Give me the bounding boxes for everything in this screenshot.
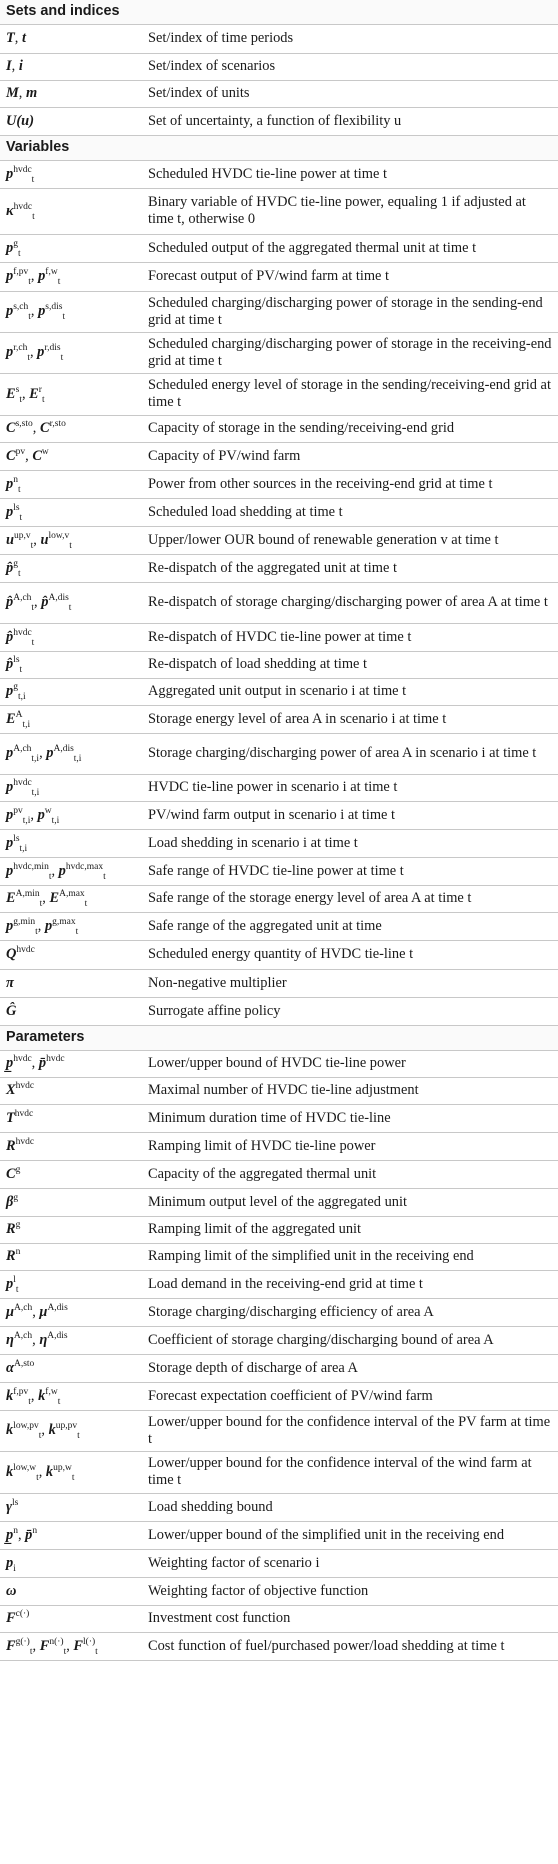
symbol-cell: $p^{g,min}_t$, $p^{g,max}_t$ <box>0 912 142 940</box>
description-cell: Load shedding in scenario i at time t <box>142 829 558 857</box>
symbol-cell: $F^{g(\cdot)}_t$, $F^{n(\cdot)}_t$, $F^{l(\cdot)}_t$ <box>0 1632 142 1660</box>
table-row <box>0 912 558 940</box>
description-cell: Re-dispatch of the aggregated unit at time t <box>142 554 558 582</box>
symbol-cell: $\beta^g$ <box>0 1188 142 1216</box>
symbol-cell: $p^{s,ch}_t$, $p^{s,dis}_t$ <box>0 291 142 332</box>
table-row <box>0 774 558 801</box>
description-cell: Lower/upper bound for the confidence interval of the PV farm at time t <box>142 1410 558 1451</box>
description-cell: Power from other sources in the receiving-end grid at time t <box>142 470 558 498</box>
section-header <box>0 135 558 160</box>
table-row <box>0 940 558 969</box>
description-cell: Maximal number of HVDC tie-line adjustment <box>142 1077 558 1104</box>
table-row <box>0 885 558 912</box>
description-cell: Re-dispatch of HVDC tie-line power at time t <box>142 623 558 651</box>
description-cell: PV/wind farm output in scenario i at time t <box>142 801 558 829</box>
description-cell: Scheduled load shedding at time t <box>142 498 558 526</box>
symbol-cell: $\eta^{A,ch}$, $\eta^{A,dis}$ <box>0 1326 142 1354</box>
table-row <box>0 1451 558 1493</box>
symbol-cell: U(u) <box>0 107 142 135</box>
symbol-cell: p̂$^{hvdc}_t$ <box>0 623 142 651</box>
description-cell: Lower/upper bound of the simplified unit in the receiving end <box>142 1521 558 1549</box>
table-row <box>0 801 558 829</box>
table-row <box>0 1632 558 1660</box>
symbol-cell: $k^{low,pv}_t$, $k^{up,pv}_t$ <box>0 1410 142 1451</box>
table-row <box>0 623 558 651</box>
table-row <box>0 332 558 373</box>
table-row <box>0 188 558 234</box>
symbol-cell: $p^{A,ch}_{t,i}$, $p^{A,dis}_{t,i}$ <box>0 733 142 774</box>
symbol-cell: p̂$^{A,ch}_t$, p̂$^{A,dis}_t$ <box>0 582 142 623</box>
description-cell: Weighting factor of scenario i <box>142 1549 558 1577</box>
symbol-cell: p̂$^{ls}_t$ <box>0 651 142 678</box>
symbol-cell: $p^{ls}_t$ <box>0 498 142 526</box>
description-cell: Forecast expectation coefficient of PV/wind farm <box>142 1382 558 1410</box>
table-row <box>0 1354 558 1382</box>
description-cell: Storage energy level of area A in scenario i at time t <box>142 705 558 733</box>
table-row <box>0 969 558 997</box>
table-row <box>0 857 558 885</box>
table-row <box>0 498 558 526</box>
symbol-cell: $X^{hvdc}$ <box>0 1077 142 1104</box>
description-cell: Capacity of the aggregated thermal unit <box>142 1160 558 1188</box>
symbol-cell: $R^n$ <box>0 1243 142 1270</box>
symbol-cell: p̲$^n$, p̄$^n$ <box>0 1521 142 1549</box>
symbol-cell: $p^{ls}_{t,i}$ <box>0 829 142 857</box>
symbol-cell: $p^g_{t,i}$ <box>0 678 142 705</box>
description-cell: Safe range of HVDC tie-line power at time t <box>142 857 558 885</box>
table-row <box>0 705 558 733</box>
symbol-cell: $p^{f,pv}_t$, $p^{f,w}_t$ <box>0 262 142 291</box>
description-cell: Coefficient of storage charging/discharging bound of area A <box>142 1326 558 1354</box>
table-row <box>0 470 558 498</box>
description-cell: Load shedding bound <box>142 1493 558 1521</box>
table-row <box>0 1077 558 1104</box>
table-row <box>0 160 558 188</box>
symbol-cell: ω <box>0 1577 142 1605</box>
table-row <box>0 678 558 705</box>
description-cell: Scheduled charging/discharging power of storage in the sending-end grid at time t <box>142 291 558 332</box>
description-cell: Safe range of the storage energy level of area A at time t <box>142 885 558 912</box>
description-cell: Scheduled energy quantity of HVDC tie-line t <box>142 940 558 969</box>
description-cell: Investment cost function <box>142 1605 558 1632</box>
table-row <box>0 1216 558 1243</box>
table-row <box>0 53 558 80</box>
description-cell: Set/index of time periods <box>142 24 558 53</box>
description-cell: Surrogate affine policy <box>142 997 558 1025</box>
table-row <box>0 1577 558 1605</box>
section-header <box>0 1025 558 1050</box>
symbol-cell: $\gamma^{ls}$ <box>0 1493 142 1521</box>
description-cell: Ramping limit of HVDC tie-line power <box>142 1132 558 1160</box>
symbol-cell: $T^{hvdc}$ <box>0 1104 142 1132</box>
description-cell: Ramping limit of the aggregated unit <box>142 1216 558 1243</box>
symbol-cell: $p^g_t$ <box>0 234 142 262</box>
section-title: Sets and indices <box>0 0 558 24</box>
symbol-cell: π <box>0 969 142 997</box>
table-row <box>0 1521 558 1549</box>
symbol-cell: $\kappa^{hvdc}_t$ <box>0 188 142 234</box>
symbol-cell: $p^{r,ch}_t$, $p^{r,dis}_t$ <box>0 332 142 373</box>
section-title: Parameters <box>0 1025 558 1050</box>
table-row <box>0 1493 558 1521</box>
table-row <box>0 107 558 135</box>
symbol-cell: $p_i$ <box>0 1549 142 1577</box>
table-row <box>0 1298 558 1326</box>
symbol-cell: p̂$^g_t$ <box>0 554 142 582</box>
table-row <box>0 582 558 623</box>
symbol-cell: I, i <box>0 53 142 80</box>
table-row <box>0 1104 558 1132</box>
symbol-cell: Ĝ <box>0 997 142 1025</box>
symbol-cell: $C^{pv}$, $C^w$ <box>0 442 142 470</box>
symbol-cell: $p^{hvdc,min}_t$, $p^{hvdc,max}_t$ <box>0 857 142 885</box>
symbol-cell: $k^{low,w}_t$, $k^{up,w}_t$ <box>0 1451 142 1493</box>
symbol-cell: $E^A_{t,i}$ <box>0 705 142 733</box>
description-cell: Ramping limit of the simplified unit in the receiving end <box>142 1243 558 1270</box>
description-cell: Cost function of fuel/purchased power/load shedding at time t <box>142 1632 558 1660</box>
symbol-cell: $R^g$ <box>0 1216 142 1243</box>
table-row <box>0 1188 558 1216</box>
description-cell: Lower/upper bound for the confidence interval of the wind farm at time t <box>142 1451 558 1493</box>
table-row <box>0 234 558 262</box>
description-cell: Weighting factor of objective function <box>142 1577 558 1605</box>
description-cell: Storage charging/discharging power of area A in scenario i at time t <box>142 733 558 774</box>
symbol-cell: T, t <box>0 24 142 53</box>
symbol-cell: $p^l_t$ <box>0 1270 142 1298</box>
description-cell: Load demand in the receiving-end grid at time t <box>142 1270 558 1298</box>
description-cell: Scheduled HVDC tie-line power at time t <box>142 160 558 188</box>
description-cell: HVDC tie-line power in scenario i at time t <box>142 774 558 801</box>
description-cell: Aggregated unit output in scenario i at time t <box>142 678 558 705</box>
table-row <box>0 733 558 774</box>
table-row <box>0 554 558 582</box>
description-cell: Minimum output level of the aggregated unit <box>142 1188 558 1216</box>
table-row <box>0 24 558 53</box>
description-cell: Scheduled output of the aggregated thermal unit at time t <box>142 234 558 262</box>
table-row <box>0 829 558 857</box>
symbol-cell: $C^{s,sto}$, $C^{r,sto}$ <box>0 415 142 442</box>
table-row <box>0 1605 558 1632</box>
symbol-cell: $F^{c(\cdot)}$ <box>0 1605 142 1632</box>
description-cell: Capacity of PV/wind farm <box>142 442 558 470</box>
symbol-cell: $p^{pv}_{t,i}$, $p^w_{t,i}$ <box>0 801 142 829</box>
symbol-cell: $p^{hvdc}_t$ <box>0 160 142 188</box>
symbol-cell: $p^{hvdc}_{t,i}$ <box>0 774 142 801</box>
description-cell: Minimum duration time of HVDC tie-line <box>142 1104 558 1132</box>
section-header <box>0 0 558 24</box>
symbol-cell: $\alpha^{A,sto}$ <box>0 1354 142 1382</box>
table-row <box>0 1410 558 1451</box>
table-row <box>0 1132 558 1160</box>
section-title: Variables <box>0 135 558 160</box>
description-cell: Set/index of units <box>142 80 558 107</box>
table-row <box>0 1160 558 1188</box>
table-row <box>0 442 558 470</box>
table-row <box>0 1382 558 1410</box>
symbol-cell: $\mu^{A,ch}$, $\mu^{A,dis}$ <box>0 1298 142 1326</box>
description-cell: Set/index of scenarios <box>142 53 558 80</box>
table-row <box>0 1326 558 1354</box>
symbol-cell: $R^{hvdc}$ <box>0 1132 142 1160</box>
symbol-cell: $C^g$ <box>0 1160 142 1188</box>
table-row <box>0 415 558 442</box>
table-row <box>0 262 558 291</box>
table-row <box>0 373 558 415</box>
description-cell: Forecast output of PV/wind farm at time t <box>142 262 558 291</box>
symbol-cell: $Q^{hvdc}$ <box>0 940 142 969</box>
description-cell: Binary variable of HVDC tie-line power, equaling 1 if adjusted at time t, otherwise 0 <box>142 188 558 234</box>
description-cell: Lower/upper bound of HVDC tie-line power <box>142 1050 558 1077</box>
table-row <box>0 80 558 107</box>
description-cell: Capacity of storage in the sending/receiving-end grid <box>142 415 558 442</box>
description-cell: Scheduled energy level of storage in the sending/receiving-end grid at time t <box>142 373 558 415</box>
description-cell: Upper/lower OUR bound of renewable generation v at time t <box>142 526 558 554</box>
table-row <box>0 997 558 1025</box>
table-row <box>0 1549 558 1577</box>
table-row <box>0 1270 558 1298</box>
description-cell: Storage charging/discharging efficiency of area A <box>142 1298 558 1326</box>
description-cell: Storage depth of discharge of area A <box>142 1354 558 1382</box>
description-cell: Re-dispatch of storage charging/discharging power of area A at time t <box>142 582 558 623</box>
symbol-cell: M, m <box>0 80 142 107</box>
table-row <box>0 1050 558 1077</box>
symbol-cell: $p^n_t$ <box>0 470 142 498</box>
symbol-cell: p̲$^{hvdc}$, p̄$^{hvdc}$ <box>0 1050 142 1077</box>
symbol-cell: $E^s_t$, $E^r_t$ <box>0 373 142 415</box>
symbol-cell: $k^{f,pv}_t$, $k^{f,w}_t$ <box>0 1382 142 1410</box>
table-row <box>0 526 558 554</box>
description-cell: Safe range of the aggregated unit at time <box>142 912 558 940</box>
description-cell: Set of uncertainty, a function of flexibility u <box>142 107 558 135</box>
symbol-cell: $E^{A,min}_t$, $E^{A,max}_t$ <box>0 885 142 912</box>
table-row <box>0 291 558 332</box>
table-row <box>0 1243 558 1270</box>
description-cell: Non-negative multiplier <box>142 969 558 997</box>
table-row <box>0 651 558 678</box>
symbol-cell: $u^{up,v}_t$, $u^{low,v}_t$ <box>0 526 142 554</box>
description-cell: Re-dispatch of load shedding at time t <box>142 651 558 678</box>
description-cell: Scheduled charging/discharging power of storage in the receiving-end grid at time t <box>142 332 558 373</box>
